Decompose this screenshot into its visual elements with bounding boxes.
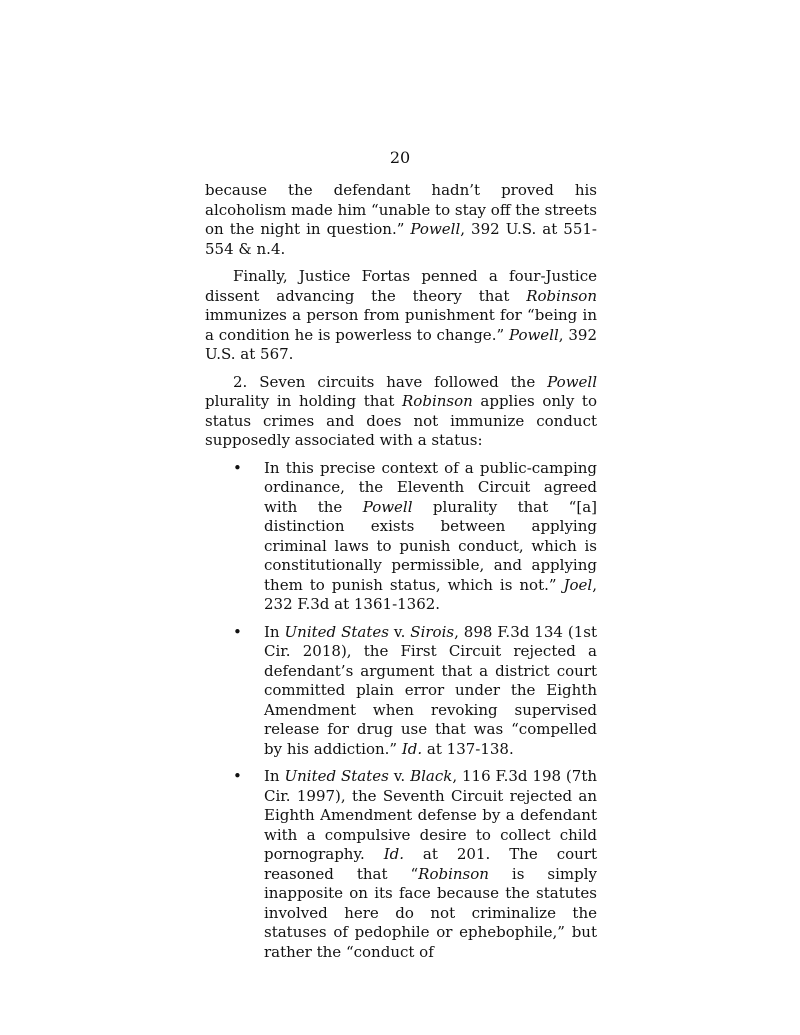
- case-name-black: Black: [410, 767, 453, 785]
- id-citation: Id.: [401, 739, 423, 758]
- paragraph-3-text: 2. Seven circuits have followed the: [233, 372, 548, 391]
- circuit-list: [205, 459, 597, 963]
- list-item-citation: , 232 F.3d at 1361-1362.: [264, 575, 597, 613]
- paragraph-2-citation: , 392 U.S. at 567.: [205, 325, 597, 363]
- list-item: [205, 623, 597, 760]
- case-name-united-states: United States: [284, 767, 389, 785]
- list-item-text: In this precise context of a public-camping ordinance, the Eleventh Circuit agreed with the: [264, 458, 597, 516]
- case-name-robinson: Robinson: [402, 392, 473, 410]
- bullet-icon: •: [233, 767, 242, 785]
- case-name-powell: Powell: [410, 220, 461, 238]
- list-item-text-cont: at 201. The court reasoned that “: [264, 845, 597, 883]
- case-name-robinson: Robinson: [526, 286, 597, 305]
- paragraph-3: [205, 373, 597, 451]
- paragraph-1-text: because the defendant hadn’t proved his alcoholism made him “unable to stay off the streets on the night in question.”: [205, 181, 597, 238]
- bullet-icon: •: [233, 458, 242, 477]
- case-name-powell: Powell: [508, 325, 559, 344]
- case-name-powell: Powell: [547, 372, 597, 391]
- list-item-text-cont: , 116 F.3d 198 (7th Cir. 1997), the Seventh Circuit rejected an Eighth Amendment defense by a defendant with a compulsive desire to collect child pornography.: [264, 767, 598, 863]
- case-name-robinson: Robinson: [418, 864, 489, 883]
- body-text: [205, 181, 597, 970]
- paragraph-3-text-end: applies only to status crimes and does not immunize conduct supposedly associated with a status:: [205, 392, 597, 449]
- paragraph-3-text-cont: plurality in holding that: [205, 392, 403, 410]
- bullet-icon: •: [233, 622, 242, 641]
- list-item-text-cont: plurality that “[a] distinction exists between applying criminal laws to punish conduct, which is constitutionally permissible, and applying them to punish status, which is not.”: [264, 497, 597, 594]
- list-item-citation: at 137-138.: [422, 739, 514, 758]
- paragraph-2-text-cont: immunizes a person from punishment for “being in a condition he is powerless to change.”: [205, 306, 597, 344]
- paragraph-1-citation: , 392 U.S. at 551-554 & n.4.: [205, 220, 597, 258]
- paragraph-2-text: Finally, Justice Fortas penned a four-Justice dissent advancing the theory that: [205, 267, 597, 305]
- paragraph-2: [205, 267, 597, 365]
- list-item-text: In: [264, 767, 285, 785]
- list-item-versus: v.: [388, 622, 411, 641]
- page-number: 20: [389, 148, 411, 167]
- list-item-text-cont: , 898 F.3d 134 (1st Cir. 2018), the First Circuit rejected a defendant’s argument that a district court committed plain error under the Eighth Amendment when revoking supervised release for drug use that was “compelled by his addiction.”: [264, 622, 597, 758]
- case-name-joel: Joel: [563, 575, 593, 594]
- list-item: [205, 459, 597, 615]
- list-item-text: In: [264, 622, 285, 641]
- paragraph-1: [205, 181, 597, 259]
- list-item: [205, 767, 597, 962]
- list-item-text-end: is simply inapposite on its face because the statutes involved here do not criminalize the statuses of pedophile or ephebophile,” but rather the “conduct of: [264, 864, 597, 961]
- case-name-sirois: Sirois: [410, 622, 455, 641]
- list-item-versus: v.: [388, 767, 411, 785]
- case-name-united-states: United States: [284, 622, 389, 641]
- id-citation: Id.: [383, 845, 404, 863]
- case-name-powell: Powell: [362, 497, 413, 516]
